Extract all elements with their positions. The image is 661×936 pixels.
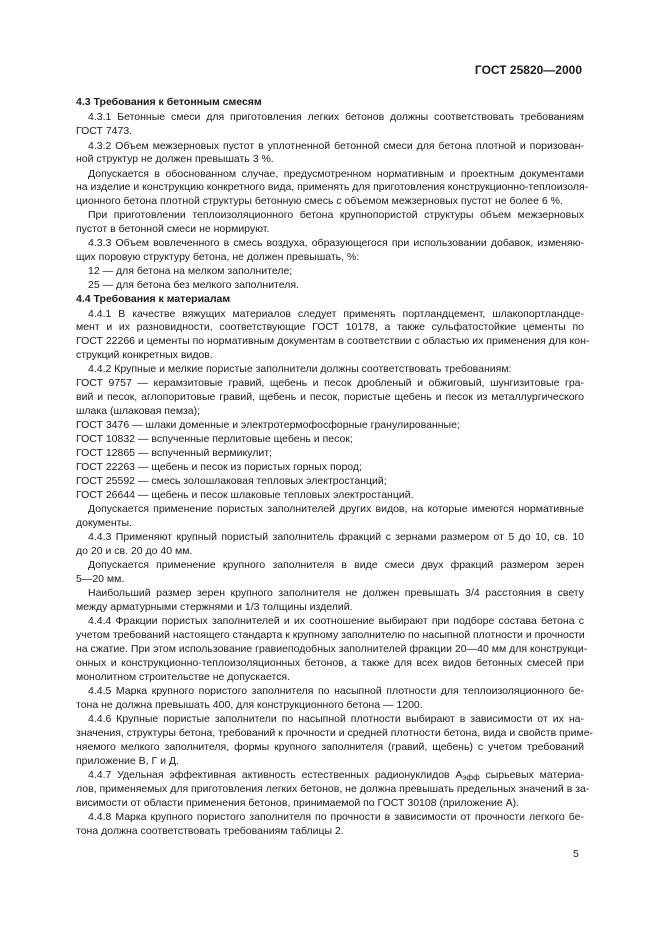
text-line: При приготовлении теплоизоляционного бетона крупнопористой структуры объем межзерновых (88, 209, 584, 221)
text-line: на сжатие. При этом использование гравиеподобных заполнителей фракции 20—40 мм для конструкци- (76, 643, 588, 655)
text-line: 25 — для бетона без мелкого заполнителя. (88, 279, 299, 291)
text-line: 4.3.1 Бетонные смеси для приготовления легких бетонов должны соответствовать требованиям (88, 111, 584, 123)
page-number: 5 (573, 848, 579, 860)
text-line: 5—20 мм. (76, 573, 125, 585)
standard-header: ГОСТ 25820—2000 (474, 63, 582, 77)
text-line: ГОСТ 10832 — вспученные перлитовые щебень и песок; (76, 433, 353, 445)
text-line: ной структур не должен превышать 3 %. (76, 153, 274, 165)
text-line: тона должна соответствовать требованиям таблицы 2. (76, 825, 344, 837)
text-line: шлака (шлаковая пемза); (76, 405, 201, 417)
text-line: ГОСТ 22266 и цементы по нормативным документам в соответствии с областью их применения для кон- (76, 335, 590, 347)
text-line: документы. (76, 517, 132, 529)
text-line: ГОСТ 9757 — керамзитовые гравий, щебень и песок дробленый и обжиговый, шунгизитовые гра- (76, 377, 584, 389)
text-line: 4.4.5 Марка крупного пористого заполнителя по насыпной плотности для теплоизоляционного бе- (88, 685, 584, 697)
text-line: Допускается применение крупного заполнителя в виде смеси двух фракций размером зерен (88, 559, 584, 571)
text-line: 12 — для бетона на мелком заполнителе; (88, 265, 293, 277)
text-line: на изделие и конструкцию конкретного вида, применять для приготовления конструкционно-теплоизоля- (76, 181, 589, 193)
section-heading: 4.3 Требования к бетонным смесям (76, 96, 262, 108)
text-line: 4.3.2 Объем межзерновых пустот в уплотненной бетонной смеси для бетона плотной и поризован- (88, 140, 584, 152)
text-line: онных и конструкционно-теплоизоляционных бетонов, а также для всех видов бетонных смесей при (76, 657, 584, 669)
text-line: ГОСТ 22263 — щебень и песок из пористых горных пород; (76, 461, 362, 473)
section-heading: 4.4 Требования к материалам (76, 293, 231, 305)
text-line: 4.4.8 Марка крупного пористого заполнителя по прочности в зависимости от прочности легкого бе- (88, 811, 584, 823)
text-line: ционного бетона плотной структуры бетонную смесь с объемом межзерновых пустот не более 6 %. (76, 195, 563, 207)
text-line: мент и их разновидности, соответствующие ГОСТ 10178, а также сульфатостойкие цементы по (76, 321, 584, 333)
text-line: 4.4.4 Фракции пористых заполнителей и их соотношение выбирают при подборе состава бетона с (88, 615, 584, 627)
text-line: щих поровую структуру бетона, не должен превышать, %: (76, 251, 360, 263)
text-line: Наибольший размер зерен крупного заполнителя не должен превышать 3/4 расстояния в свету (88, 587, 584, 599)
text-line: монолитном строительстве не допускается. (76, 671, 290, 683)
text-line: пустот в бетонной смеси не нормируют. (76, 223, 270, 235)
text-line: между арматурными стержнями и 1/3 толщины изделий. (76, 601, 353, 613)
text-line: 4.4.3 Применяют крупный пористый заполнитель фракций с зернами размером от 5 до 10, св. 10 (88, 531, 584, 543)
text-line: няемого мелкого заполнителя, формы крупного заполнителя (гравий, щебень) с учетом требований (76, 741, 584, 753)
text-line: 4.4.1 В качестве вяжущих материалов следует применять портландцемент, шлакопортландце- (88, 308, 584, 320)
text-line: струкций конкретных видов. (76, 349, 213, 361)
text-line: 4.4.6 Крупные пористые заполнители по насыпной плотности выбирают в зависимости от их на- (88, 713, 584, 725)
text-line: вий и песок, аглопоритовые гравий, щебень и песок, пористые щебень и песок из металлургического (76, 391, 584, 403)
text-line: Допускается применение пористых заполнителей других видов, на которые имеются нормативные (88, 503, 584, 515)
text-line: ГОСТ 26644 — щебень и песок шлаковые тепловых электростанций. (76, 489, 414, 501)
text-line: тона не должна превышать 400, для конструкционного бетона — 1200. (76, 699, 423, 711)
text-line: учетом требований настоящего стандарта к крупному заполнителю по насыпной плотности и прочности (76, 629, 585, 641)
text-line: ГОСТ 25592 — смесь золошлаковая тепловых электростанций; (76, 475, 387, 487)
text-line: лов, применяемых для приготовления легких бетонов, не должна превышать предельных значений в за- (76, 783, 590, 795)
text-line: 4.4.7 Удельная эффективная активность естественных радионуклидов $A_{эфф}$ сырьевых материа- (88, 769, 584, 782)
text-line: ГОСТ 3476 — шлаки доменные и электротермофосфорные гранулированные; (76, 419, 460, 431)
text-line: 4.3.3 Объем вовлеченного в смесь воздуха, образующегося при использовании добавок, изменяю- (88, 237, 584, 249)
text-line: значения, структуры бетона, требований к прочности и средней плотности бетона, вида и свойств приме- (76, 727, 594, 739)
text-line: до 20 и св. 20 до 40 мм. (76, 545, 193, 557)
text-line: 4.4.2 Крупные и мелкие пористые заполнители должны соответствовать требованиям: (88, 363, 512, 375)
text-line: приложение В, Г и Д. (76, 755, 179, 767)
text-line: висимости от области применения бетонов, принимаемой по ГОСТ 30108 (приложение А). (76, 797, 520, 809)
text-line: ГОСТ 7473. (76, 125, 133, 137)
text-line: ГОСТ 12865 — вспученный вермикулит; (76, 447, 272, 459)
text-line: Допускается в обоснованном случае, предусмотренном нормативным и проектным документами (88, 168, 584, 180)
subscript: эфф (462, 773, 480, 782)
